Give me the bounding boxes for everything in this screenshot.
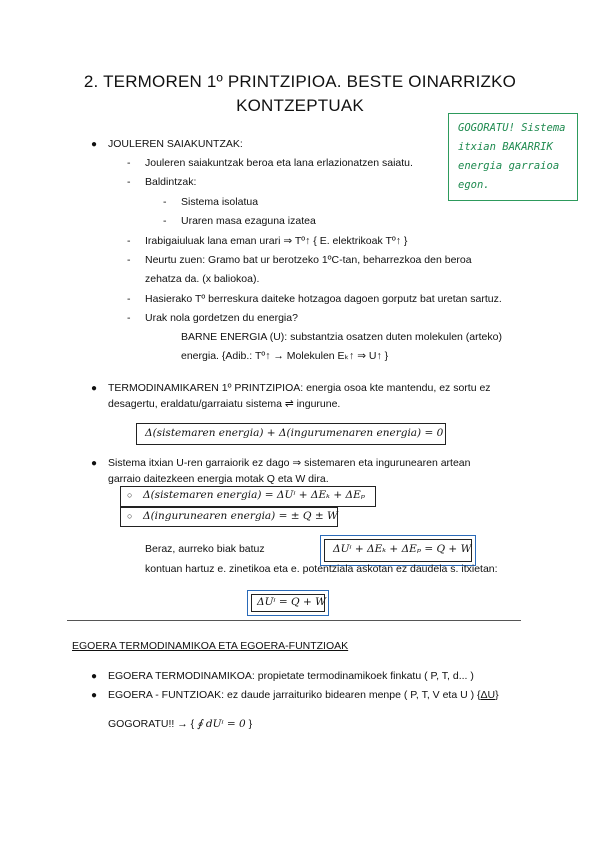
dash-icon: -: [127, 235, 131, 247]
highlighted-equation-box: [247, 590, 329, 616]
joule-item-6: Urak nola gordetzen du energia?: [145, 312, 298, 324]
note-line-4: egon.: [458, 179, 490, 191]
section2-item2: [108, 689, 499, 701]
note-line-1: GOGORATU! Sistema: [458, 122, 566, 134]
gogoratu-label: GOGORATU!! → {: [108, 718, 195, 730]
equation-box: [120, 507, 338, 527]
circle-bullet-icon: ○: [127, 490, 133, 500]
barne-energia-line1: BARNE ENERGIA (U): substantzia osatzen duten molekulen (arteko): [181, 331, 502, 343]
gogoratu-equation: ∮ dUᶦ = 0: [197, 718, 246, 730]
dash-icon: -: [127, 254, 131, 266]
dash-icon: -: [127, 312, 131, 324]
equation-sistema: Δ(sistemaren energia) = ΔUᶦ + ΔEₖ + ΔEₚ: [143, 489, 365, 501]
dash-icon: -: [127, 157, 131, 169]
circle-bullet-icon: ○: [127, 511, 133, 521]
joule-item-5: Hasierako Tº berreskura daiteke hotzagoa dagoen gorputz bat uretan sartuz.: [145, 293, 502, 305]
joule-item-2: Baldintzak:: [145, 176, 197, 188]
joule-subitem-2: Uraren masa ezaguna izatea: [181, 215, 316, 227]
equation-batuz: ΔUᶦ + ΔEₖ + ΔEₚ = Q + W: [333, 543, 472, 555]
joule-item-4: Neurtu zuen: Gramo bat ur berotzeko 1ºC-tan, beharrezkoa den beroa: [145, 254, 472, 266]
equation-inner-box: [251, 594, 325, 612]
note-line-3: energia garraioa: [458, 160, 560, 172]
termo-line1: TERMODINAMIKAREN 1º PRINTZIPIOA: energia osoa kte mantendu, ez sortu ez: [108, 382, 491, 394]
section2-item2-end: }: [495, 689, 499, 701]
bullet-icon: ●: [91, 690, 98, 701]
section2-item2-delta: ΔU: [480, 689, 496, 701]
section2-heading: EGOERA TERMODINAMIKOA ETA EGOERA-FUNTZIOAK: [72, 640, 349, 652]
beraz-text: Beraz, aurreko biak batuz: [145, 543, 265, 555]
gogoratu-end: }: [248, 718, 253, 730]
barne-energia-line2: energia. {Adib.: Tº↑ → Molekulen Eₖ↑ ⇒ U↑ }: [181, 350, 389, 362]
highlighted-equation-box: [320, 535, 476, 566]
sistema-line1: Sistema itxian U-ren garraiorik ez dago ⇒ sistemaren eta ingurunearen artean: [108, 457, 471, 469]
dash-icon: -: [127, 176, 131, 188]
joule-item-4-cont: zehatza da. (x baliokoa).: [145, 273, 260, 285]
bullet-icon: ●: [91, 139, 98, 150]
section2-item2-text: EGOERA - FUNTZIOAK: ez daude jarraituriko bidearen menpe ( P, T, V eta U ) {: [108, 689, 481, 701]
kontuan-text: kontuan hartuz e. zinetikoa eta e. potentziala askotan ez daudela s. itxietan:: [145, 563, 498, 575]
equation-final: ΔUᶦ = Q + W: [257, 596, 326, 608]
gogoratu-line: [108, 718, 252, 730]
equation-box: [120, 486, 376, 507]
bullet-icon: ●: [91, 383, 98, 394]
section-divider: [67, 620, 521, 621]
handwritten-note: [448, 113, 578, 201]
bullet-icon: ●: [91, 671, 98, 682]
joule-item-3: Irabigaiuluak lana eman urari ⇒ Tº↑ { E. elektrikoak Tº↑ }: [145, 235, 408, 247]
dash-icon: -: [127, 293, 131, 305]
equation-conservation: Δ(sistemaren energia) + Δ(ingurumenaren energia) = 0: [145, 427, 444, 439]
joule-subitem-1: Sistema isolatua: [181, 196, 259, 208]
equation-inner-box: [324, 539, 472, 562]
dash-icon: -: [163, 196, 167, 208]
note-line-2: itxian BAKARRIK: [458, 141, 553, 153]
page-title-line2: KONTZEPTUAK: [236, 96, 364, 115]
sistema-line2: garraio daitezkeen energia motak Q eta W dira.: [108, 473, 329, 485]
equation-ingurunea: Δ(ingurunearen energia) = ± Q ± W: [143, 510, 338, 522]
section2-item1: EGOERA TERMODINAMIKOA: propietate termodinamikoek finkatu ( P, T, d... ): [108, 670, 474, 682]
termo-line2: desagertu, eraldatu/garraiatu sistema ⇌ ingurune.: [108, 398, 341, 410]
bullet-icon: ●: [91, 458, 98, 469]
joule-item-1: Jouleren saiakuntzak beroa eta lana erlazionatzen saiatu.: [145, 157, 413, 169]
joule-heading: JOULEREN SAIAKUNTZAK:: [108, 138, 243, 150]
dash-icon: -: [163, 215, 167, 227]
equation-box: [136, 423, 446, 445]
page-title-line1: 2. TERMOREN 1º PRINTZIPIOA. BESTE OINARRIZKO: [83, 72, 517, 91]
